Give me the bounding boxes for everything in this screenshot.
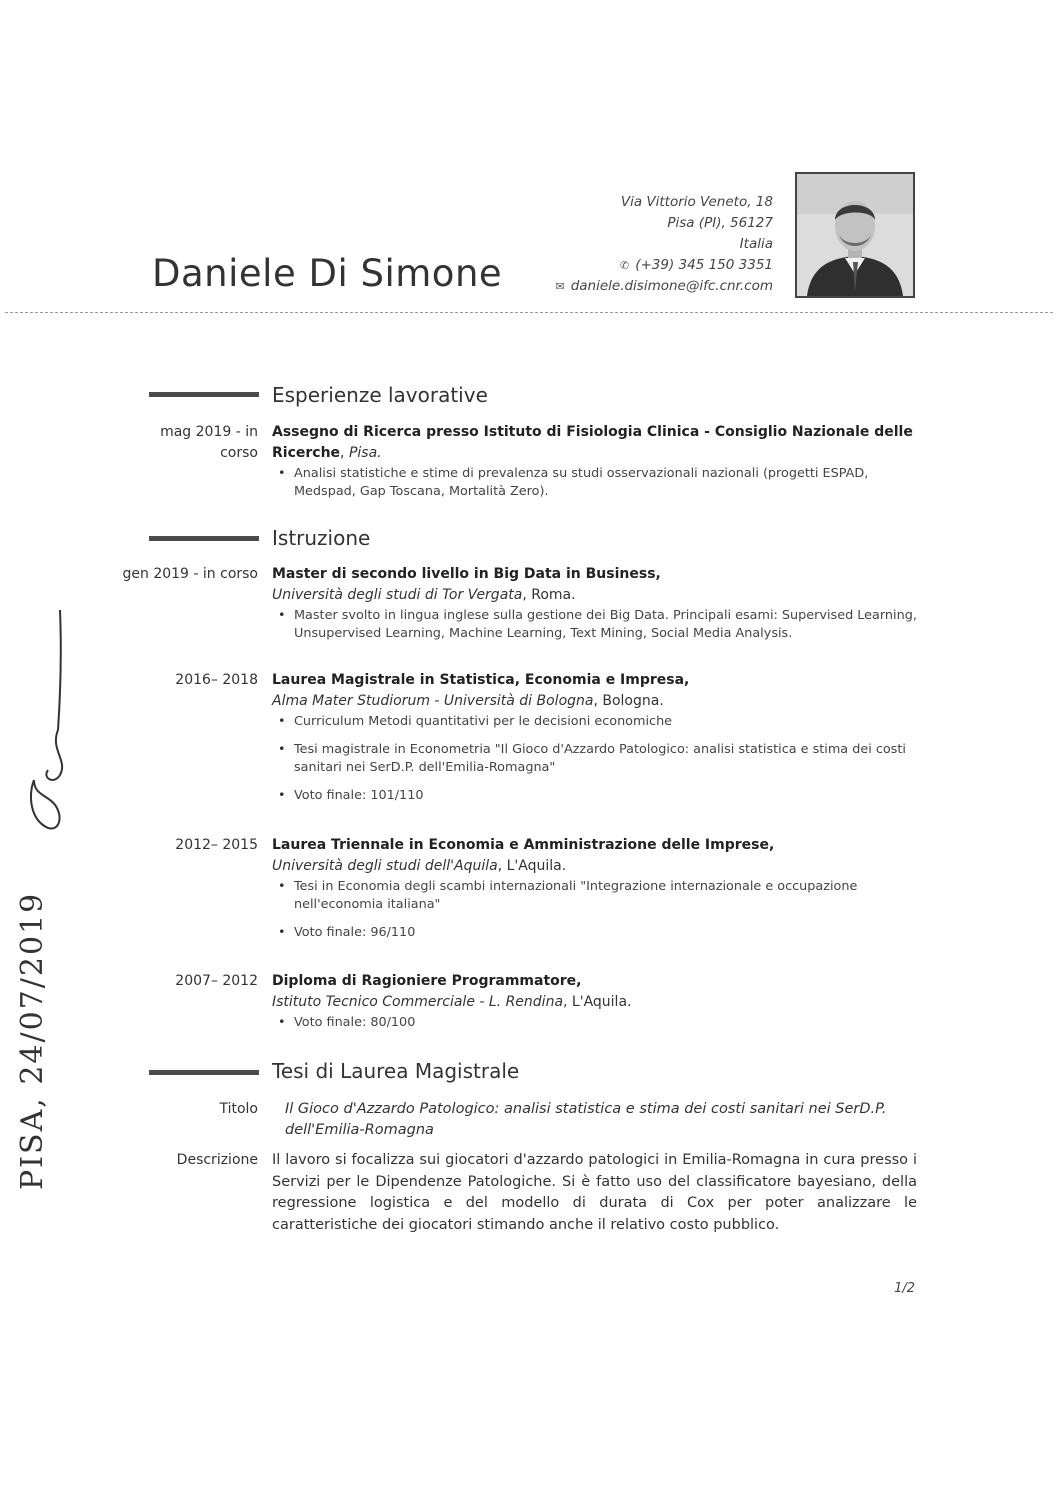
section-bar-education <box>149 536 259 541</box>
envelope-icon: ✉ <box>555 280 565 293</box>
profile-photo <box>795 172 915 298</box>
section-bar-thesis <box>149 1070 259 1075</box>
section-title-thesis: Tesi di Laurea Magistrale <box>272 1059 520 1083</box>
address-street: Via Vittorio Veneto, 18 <box>620 194 773 210</box>
education-date: 2007– 2012 <box>175 973 258 989</box>
education-title: Diploma di Ragioniere Programmatore, <box>272 973 582 989</box>
education-institution-line <box>272 585 917 606</box>
education-title: Laurea Magistrale in Statistica, Economia e Impresa, <box>272 672 690 688</box>
education-entry <box>272 835 917 952</box>
email-address: daniele.disimone@ifc.cnr.com <box>570 278 773 294</box>
education-items <box>272 607 917 643</box>
list-item: • Master svolto in lingua inglese sulla gestione dei Big Data. Principali esami: Supervised Learning, Unsupervised Learning, Machine Learning, Text Mining, Social Media Analysis. <box>272 607 917 643</box>
education-city: , Roma. <box>522 587 576 603</box>
contact-block <box>443 192 773 297</box>
education-institution-line <box>272 856 917 877</box>
experience-date: mag 2019 - in corso <box>160 424 258 461</box>
experience-place: Pisa. <box>348 445 382 461</box>
list-item: • Voto finale: 101/110 <box>272 787 917 805</box>
list-item: • Curriculum Metodi quantitativi per le decisioni economiche <box>272 713 917 731</box>
phone-line <box>443 255 773 276</box>
education-entry <box>272 564 917 653</box>
section-title-education: Istruzione <box>272 526 371 550</box>
education-title: Laurea Triennale in Economia e Amministrazione delle Imprese, <box>272 837 775 853</box>
education-title: Master di secondo livello in Big Data in Business, <box>272 566 661 582</box>
education-institution-line <box>272 992 917 1013</box>
page-number: 1/2 <box>894 1281 915 1296</box>
address-city: Pisa (PI), 56127 <box>667 215 773 231</box>
education-date: 2016– 2018 <box>175 672 258 688</box>
portrait-image <box>797 174 913 296</box>
experience-title: Assegno di Ricerca presso Istituto di Fisiologia Clinica - Consiglio Nazionale delle Ricerche <box>272 424 913 461</box>
education-institution: Università degli studi di Tor Vergata <box>272 587 523 603</box>
education-items <box>272 878 917 942</box>
list-item: • Tesi in Economia degli scambi internazionali "Integrazione internazionale e occupazione nell'economia italiana" <box>272 878 917 914</box>
education-city: , L'Aquila. <box>497 858 567 874</box>
experience-items <box>272 465 917 501</box>
section-title-experience: Esperienze lavorative <box>272 383 488 407</box>
phone-number: (+39) 345 150 3351 <box>635 257 773 273</box>
handwritten-signature <box>20 600 80 840</box>
education-date: gen 2019 - in corso <box>122 566 258 582</box>
education-city: , L'Aquila. <box>563 994 632 1010</box>
thesis-title-label: Titolo <box>219 1101 258 1117</box>
list-item: • Analisi statistiche e stime di prevalenza su studi osservazionali nazionali (progetti ESPAD, Medspad, Gap Toscana, Mortalità Zero). <box>272 465 917 501</box>
header-divider <box>5 312 1053 313</box>
education-city: , Bologna. <box>593 693 664 709</box>
education-date: 2012– 2015 <box>175 837 258 853</box>
cv-name: Daniele Di Simone <box>152 252 503 295</box>
education-items <box>272 1014 917 1032</box>
experience-entry: Assegno di Ricerca presso Istituto di Fisiologia Clinica - Consiglio Nazionale delle Ricerche, Pisa. • Analisi statistiche e stime di prevalenza su studi osservazionali nazionali (progetti ESPAD, Medspad, Gap Toscana, Mortalità Zero). <box>272 422 917 511</box>
list-item: • Tesi magistrale in Econometria "Il Gioco d'Azzardo Patologico: analisi statistica e stima dei costi sanitari nei SerD.P. dell'Emilia-Romagna" <box>272 741 917 777</box>
thesis-description: Il lavoro si focalizza sui giocatori d'azzardo patologici in Emilia-Romagna in cura presso i Servizi per le Dipendenze Patologiche. Si è fatto uso del classificatore bayesiano, della regressione logistica e del modello di durata di Cox per poter analizzare le caratteristiche dei giocatori stimando anche il relativo costo pubblico. <box>272 1152 917 1233</box>
email-line <box>443 276 773 297</box>
education-institution: Università degli studi dell'Aquila <box>272 858 498 874</box>
education-institution-line <box>272 691 917 712</box>
address-country: Italia <box>739 236 773 252</box>
education-institution: Istituto Tecnico Commerciale - L. Rendina <box>272 994 564 1010</box>
education-entry <box>272 971 917 1034</box>
education-institution: Alma Mater Studiorum - Università di Bologna <box>272 693 594 709</box>
section-bar-experience <box>149 392 259 397</box>
education-items <box>272 713 917 805</box>
list-item: • Voto finale: 80/100 <box>272 1014 917 1032</box>
education-entry <box>272 670 917 815</box>
thesis-description-label: Descrizione <box>176 1152 258 1168</box>
phone-icon: ✆ <box>619 259 630 272</box>
handwritten-date: PISA, 24/07/2019 <box>15 891 50 1190</box>
list-item: • Voto finale: 96/110 <box>272 924 917 942</box>
thesis-title: Il Gioco d'Azzardo Patologico: analisi statistica e stima dei costi sanitari nei SerD.P. dell'Emilia-Romagna <box>285 1101 887 1138</box>
